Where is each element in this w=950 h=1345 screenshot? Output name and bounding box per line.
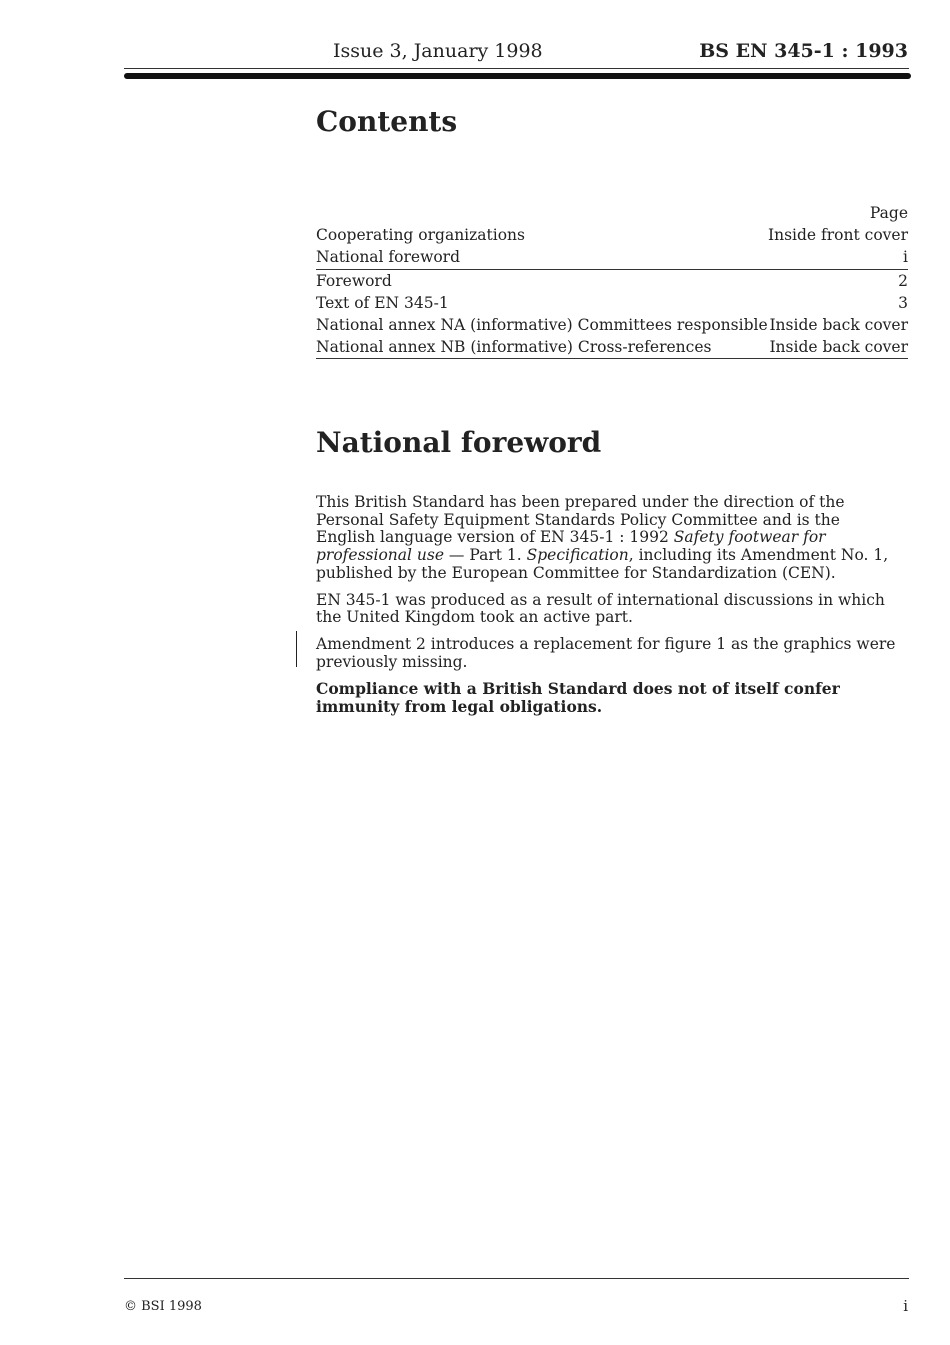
footer-rule bbox=[124, 1278, 909, 1279]
toc-entry bbox=[316, 314, 908, 336]
contents-heading: Contents bbox=[316, 105, 458, 138]
toc-entry-page: 3 bbox=[898, 294, 908, 312]
foreword-p1-text-b: — Part 1. bbox=[444, 546, 527, 565]
toc-entry-title: Text of EN 345-1 bbox=[316, 294, 449, 312]
toc-page-label: Page bbox=[869, 204, 908, 222]
toc-entry-title: Cooperating organizations bbox=[316, 226, 525, 244]
toc-entry-title: National annex NB (informative) Cross-references bbox=[316, 338, 712, 356]
foreword-p1-text-a: This British Standard has been prepared under the direction of the Personal Safety Equipment Standards Policy Committee and is the English language version of EN 345-1 : 1992 bbox=[316, 493, 845, 547]
toc-entry-page: Inside back cover bbox=[769, 338, 908, 356]
national-foreword-heading: National foreword bbox=[316, 426, 602, 459]
toc-entry-page: Inside back cover bbox=[769, 316, 908, 334]
header-thick-rule bbox=[124, 73, 911, 79]
footer-page-number: i bbox=[903, 1297, 908, 1315]
header-thin-rule bbox=[124, 68, 909, 69]
foreword-p1-title-italic: Safety footwear for professional use bbox=[316, 528, 826, 565]
toc-entry-title: Foreword bbox=[316, 272, 392, 290]
foreword-body bbox=[316, 494, 896, 725]
toc-entry bbox=[316, 270, 908, 292]
toc-entry-page: Inside front cover bbox=[767, 226, 908, 244]
header-issue: Issue 3, January 1998 bbox=[333, 40, 543, 62]
toc-entry-title: National annex NA (informative) Committees responsible bbox=[316, 316, 768, 334]
toc-entry-title: National foreword bbox=[316, 248, 461, 266]
compliance-statement: Compliance with a British Standard does not of itself confer immunity from legal obligations. bbox=[316, 679, 840, 717]
toc-entry bbox=[316, 246, 908, 270]
foreword-p1-part-italic: Specification bbox=[526, 546, 629, 565]
amendment-change-bar bbox=[296, 631, 297, 667]
table-of-contents bbox=[316, 202, 908, 359]
foreword-paragraph-1 bbox=[316, 494, 896, 583]
toc-entry bbox=[316, 292, 908, 314]
toc-entry bbox=[316, 224, 908, 246]
foreword-paragraph-3: Amendment 2 introduces a replacement for figure 1 as the graphics were previously missing. bbox=[316, 634, 896, 671]
footer-copyright: © BSI 1998 bbox=[124, 1299, 202, 1314]
foreword-paragraph-2: EN 345-1 was produced as a result of international discussions in which the United Kingdom took an active part. bbox=[316, 590, 885, 627]
toc-entry bbox=[316, 336, 908, 359]
toc-entry-page: i bbox=[903, 248, 908, 266]
foreword-p1-text-c: , including its Amendment No. 1, published by the European Committee for Standardization (CEN). bbox=[316, 546, 889, 582]
header-standard-number: BS EN 345-1 : 1993 bbox=[699, 40, 908, 62]
toc-entry-page: 2 bbox=[898, 272, 908, 290]
